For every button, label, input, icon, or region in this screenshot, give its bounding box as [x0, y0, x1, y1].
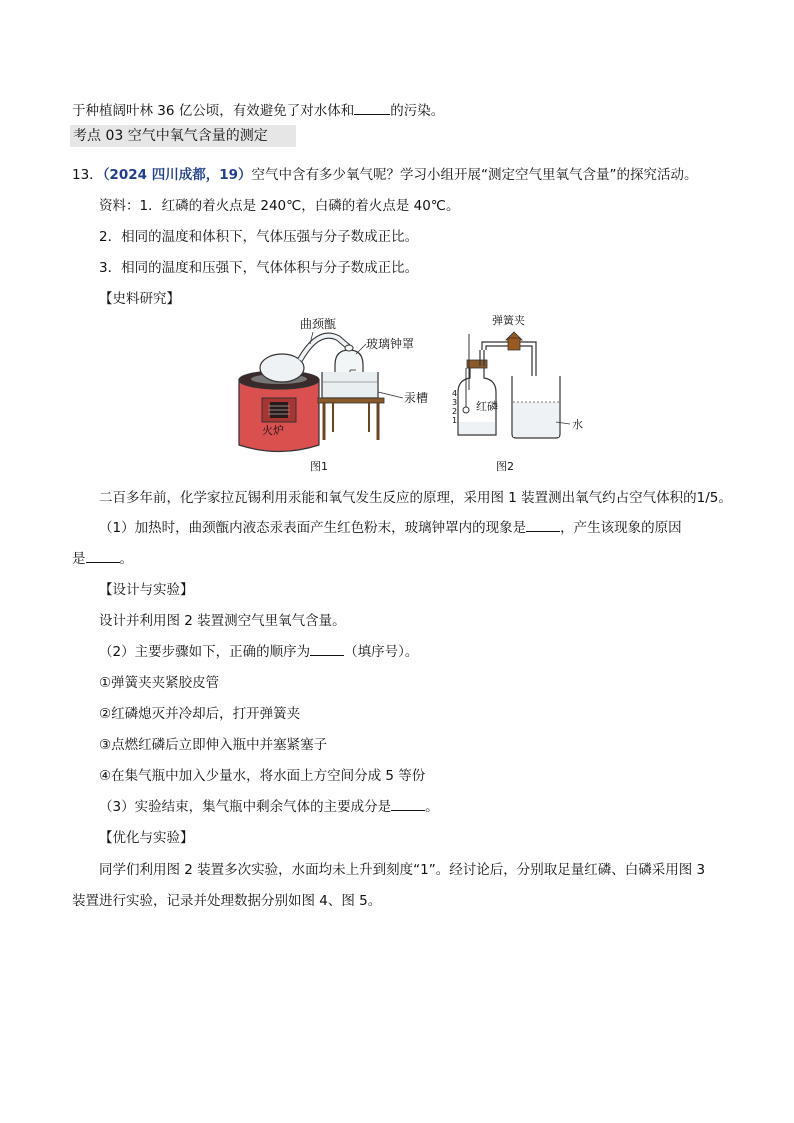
answer-blank-3[interactable] [391, 798, 425, 811]
answer-blank-1b[interactable] [86, 550, 120, 563]
question-1 [99, 518, 682, 538]
figure-1 [239, 316, 428, 473]
question-source: （2024 四川成都，19） [102, 167, 252, 183]
water-label: 水 [572, 418, 583, 431]
figure-2-caption: 图2 [496, 460, 514, 473]
optimize-paragraph-1: 同学们利用图 2 装置多次实验，水面均未上升到刻度“1”。经讨论后，分别取足量红磷、白磷采用图 3 [99, 862, 706, 878]
scale-mark-4: 4 [452, 389, 458, 398]
trough-label: 汞槽 [404, 391, 429, 405]
question-3-end: 。 [425, 799, 439, 815]
section-design: 【设计与实验】 [99, 582, 194, 598]
question-2-hint: （填序号）。 [344, 644, 419, 660]
step-4: ④在集气瓶中加入少量水，将水面上方空间分成 5 等份 [99, 768, 426, 784]
red-phosphorus-label: 红磷 [476, 400, 498, 413]
step-1: ①弹簧夹夹紧胶皮管 [99, 675, 220, 691]
spring-clip-icon [506, 332, 522, 350]
question-1-end: 。 [119, 551, 133, 567]
section-optimize: 【优化与实验】 [99, 830, 194, 846]
apparatus-figures [0, 310, 794, 490]
beaker-icon [512, 376, 560, 438]
question-text: 空气中含有多少氧气呢？学习小组开展“测定空气里氧气含量”的探究活动。 [251, 167, 698, 183]
info-line-2: 2．相同的温度和体积下，气体压强与分子数成正比。 [99, 229, 419, 245]
question-3-text: （3）实验结束，集气瓶中剩余气体的主要成分是 [99, 799, 392, 815]
info-line-1: 资料：1．红磷的着火点是 240℃，白磷的着火点是 40℃。 [99, 198, 460, 214]
furnace-icon [239, 371, 319, 452]
info-line-3: 3．相同的温度和压强下，气体体积与分子数成正比。 [99, 260, 419, 276]
table-icon [318, 398, 384, 440]
question-2 [99, 642, 418, 662]
furnace-label: 火炉 [262, 424, 284, 437]
text-line-top [72, 101, 444, 121]
figure-1-caption: 图1 [310, 460, 328, 473]
gas-bottle-icon [458, 350, 496, 435]
question-3 [99, 797, 439, 817]
section-heading: 考点 03 空气中氧气含量的测定 [73, 128, 268, 144]
question-1-text-3: 是 [72, 551, 86, 567]
question-1-text-2: ，产生该现象的原因 [560, 520, 682, 536]
answer-blank[interactable] [354, 102, 390, 115]
scale-mark-2: 2 [452, 407, 458, 416]
history-paragraph: 二百多年前，化学家拉瓦锡利用汞能和氧气发生反应的原理，采用图 1 装置测出氧气约占空气体积的1/5。 [99, 490, 732, 506]
mercury-trough-icon [322, 372, 378, 398]
step-3: ③点燃红磷后立即伸入瓶中并塞紧塞子 [99, 737, 328, 753]
figure-2 [452, 313, 583, 473]
bell-jar-label: 玻璃钟罩 [366, 337, 415, 351]
question-1-cont [72, 549, 133, 569]
answer-blank-2[interactable] [310, 643, 344, 656]
text-suffix: 的污染。 [390, 103, 445, 119]
question-1-text: （1）加热时，曲颈甑内液态汞表面产生红色粉末，玻璃钟罩内的现象是 [99, 520, 527, 536]
retort-label: 曲颈甑 [300, 317, 337, 331]
section-history: 【史料研究】 [99, 291, 180, 307]
answer-blank-1a[interactable] [526, 519, 560, 532]
question-13-stem [72, 165, 698, 185]
question-number: 13． [72, 167, 103, 183]
scale-mark-1: 1 [452, 416, 458, 425]
scale-mark-3: 3 [452, 398, 458, 407]
text-prefix: 于种植阔叶林 36 亿公顷，有效避免了对水体和 [72, 103, 355, 119]
step-2: ②红磷熄灭并冷却后，打开弹簧夹 [99, 706, 301, 722]
question-2-text: （2）主要步骤如下，正确的顺序为 [99, 644, 311, 660]
optimize-paragraph-2: 装置进行实验，记录并处理数据分别如图 4、图 5。 [72, 893, 382, 909]
design-text: 设计并利用图 2 装置测空气里氧气含量。 [99, 613, 346, 629]
spring-clip-label: 弹簧夹 [492, 314, 525, 327]
